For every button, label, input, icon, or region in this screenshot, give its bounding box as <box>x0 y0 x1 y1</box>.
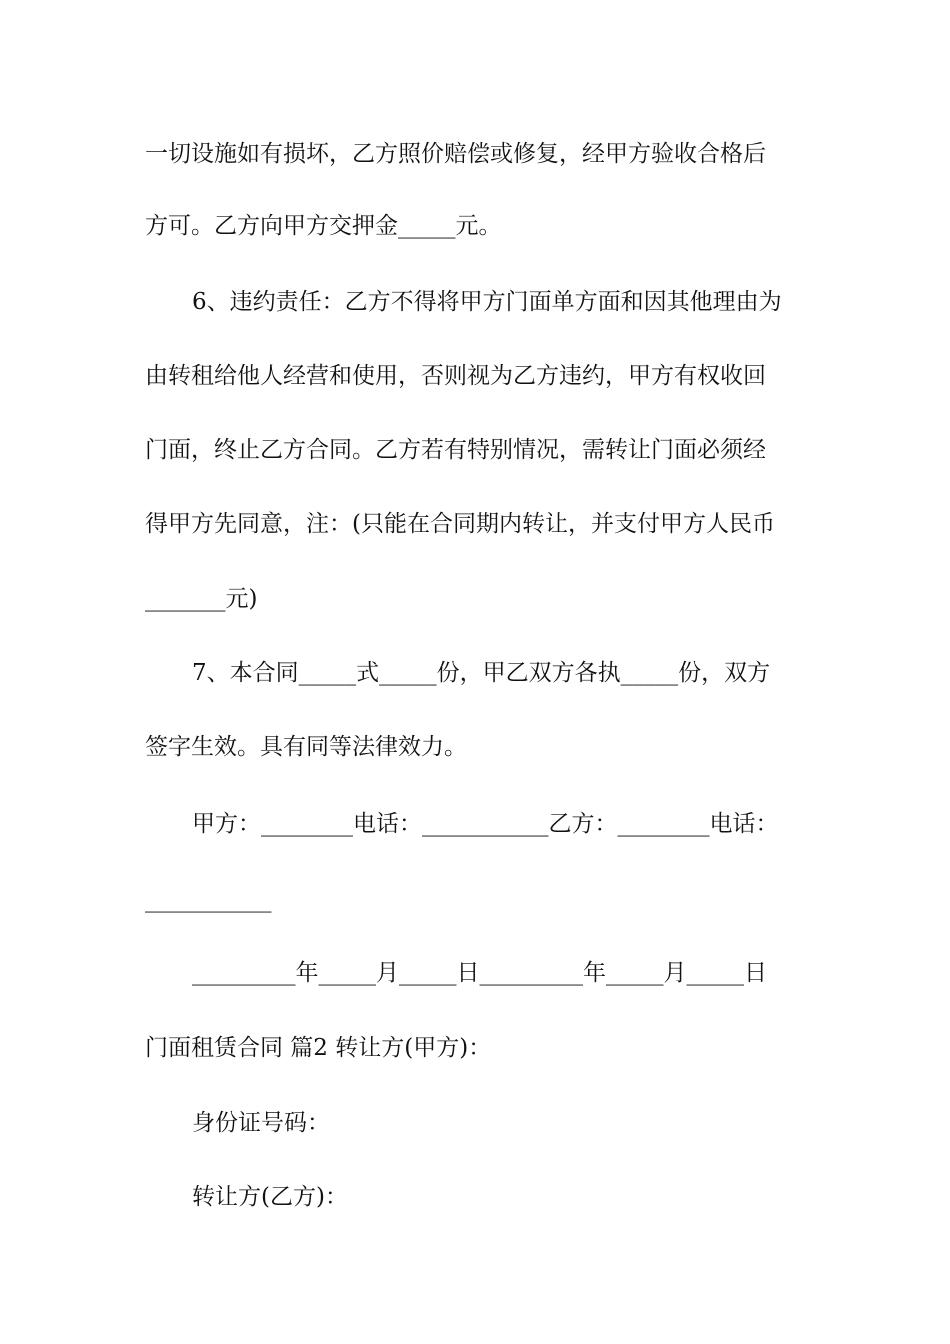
text-line-clause-7-copies: 7、本合同_____式_____份，甲乙双方各执_____份，双方 <box>192 660 771 686</box>
text-line-clause-6-sublet: 由转租给他人经营和使用，否则视为乙方违约，甲方有权收回 <box>145 363 766 389</box>
text-line-phone-blank: ___________ <box>145 887 272 913</box>
text-line-clause-6-note: 得甲方先同意，注：(只能在合同期内转让，并支付甲方人民币 <box>145 511 775 537</box>
text-line-signatures: 甲方：________电话：___________乙方：________电话： <box>192 811 779 837</box>
text-line-transferee: 转让方(乙方)： <box>192 1184 348 1210</box>
text-line-id-number: 身份证号码： <box>192 1110 330 1136</box>
text-line-clause-7-effective: 签字生效。具有同等法律效力。 <box>145 734 467 760</box>
text-line-damage-compensation: 一切设施如有损坏，乙方照价赔偿或修复，经甲方验收合格后 <box>145 141 766 167</box>
text-line-section-2-title: 门面租赁合同 篇2 转让方(甲方)： <box>145 1035 492 1061</box>
text-line-dates: _________年_____月_____日_________年_____月_____日 <box>192 960 767 986</box>
text-line-clause-6-heading: 6、违约责任：乙方不得将甲方门面单方面和因其他理由为 <box>192 289 782 315</box>
text-line-clause-6-terminate: 门面，终止乙方合同。乙方若有特别情况，需转让门面必须经 <box>145 437 766 463</box>
text-line-clause-6-amount: _______元) <box>145 586 258 612</box>
text-line-deposit: 方可。乙方向甲方交押金_____元。 <box>145 213 502 239</box>
